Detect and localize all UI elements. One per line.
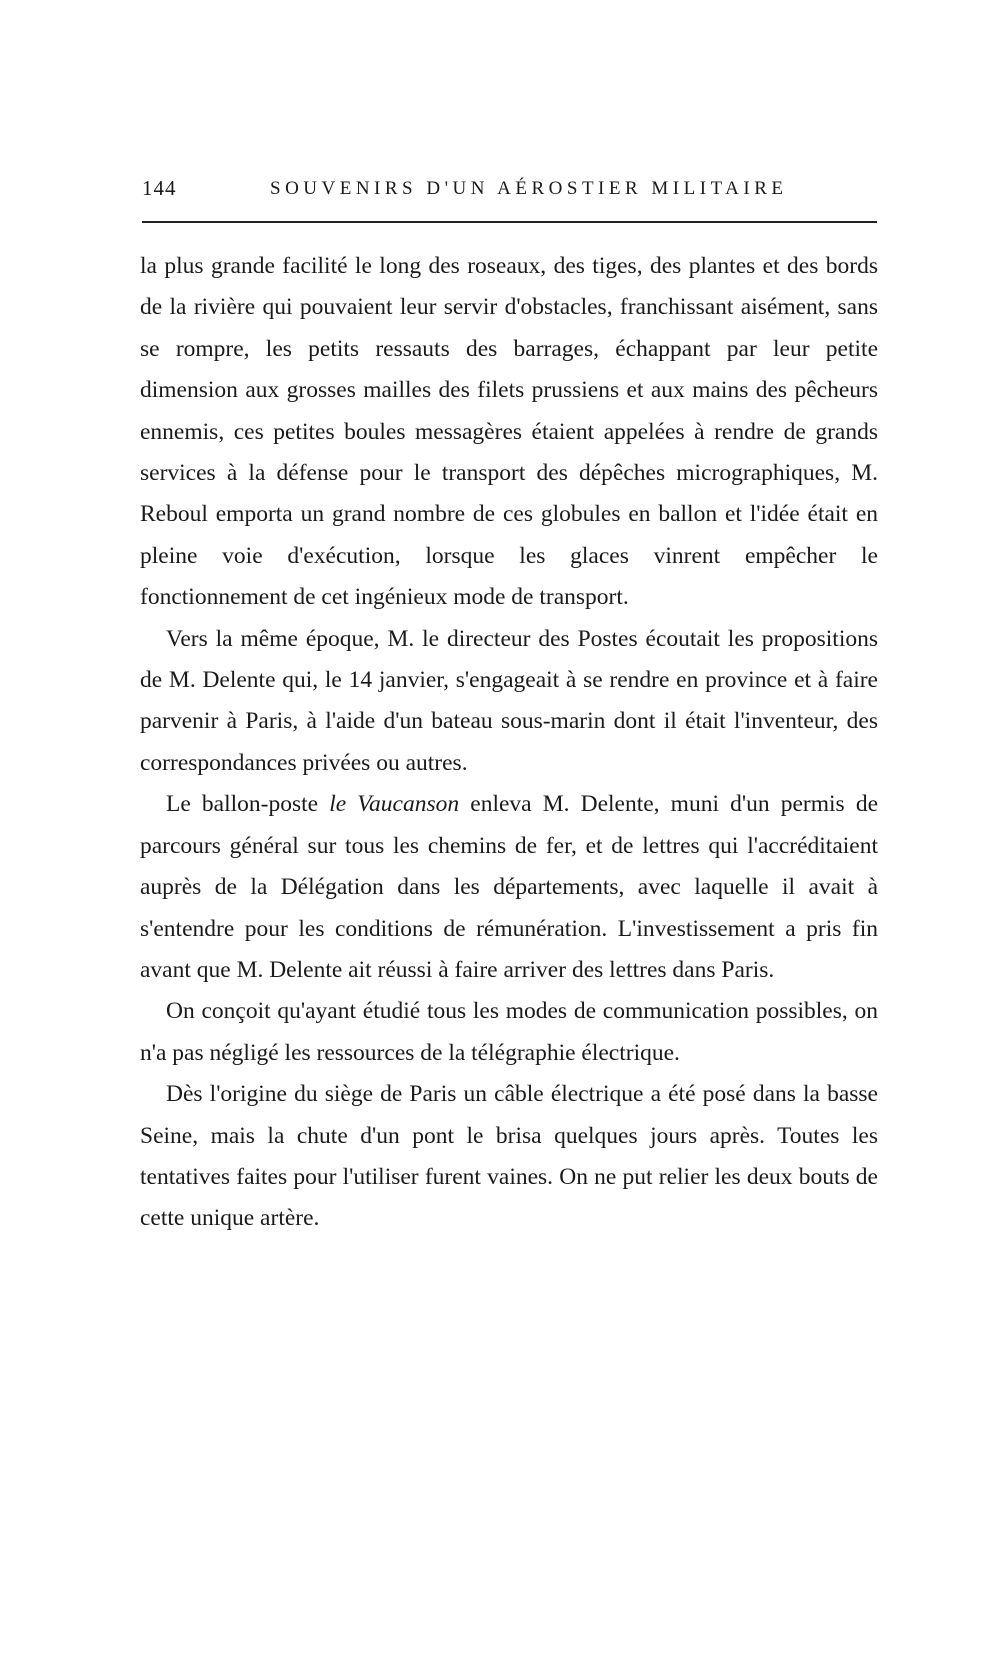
body-text bbox=[140, 246, 878, 1240]
paragraph-2: Vers la même époque, M. le directeur des Postes écoutait les propositions de M. Delente qui, le 14 janvier, s'engageait à se rendre en province et à faire parvenir à Paris, à l'aide d'un bateau sous-marin dont il était l'inventeur, des correspondances privées ou autres. bbox=[140, 625, 878, 776]
page-number: 144 bbox=[142, 176, 177, 200]
paragraph-1: la plus grande facilité le long des roseaux, des tiges, des plantes et des bords de la rivière qui pouvaient leur servir d'obstacles, franchissant aisément, sans se rompre, les petits ressauts des barrages, échappant par leur petite dimension aux grosses mailles des filets prussiens et aux mains des pêcheurs ennemis, ces petites boules messagères étaient appelées à rendre de grands services à la défense pour le transport des dépêches micrographiques, M. Reboul emporta un grand nombre de ces globules en ballon et l'idée était en pleine voie d'exécution, lorsque les glaces vinrent empêcher le fonctionnement de cet ingénieux mode de transport. bbox=[140, 253, 878, 611]
paragraph-3-start: Le ballon-poste bbox=[166, 791, 330, 818]
balloon-name: le Vaucanson bbox=[329, 791, 460, 818]
running-head bbox=[142, 176, 875, 206]
header-rule bbox=[142, 221, 877, 223]
paragraph-3-rest: enleva M. Delente, muni d'un permis de parcours général sur tous les chemins de fer, et de lettres qui l'accréditaient auprès de la Délégation dans les départements, avec laquelle il avait à s'entendre pour les conditions de rémunération. L'investissement a pris fin avant que M. Delente ait réussi à faire arriver des lettres dans Paris. bbox=[140, 791, 878, 983]
paragraph-3 bbox=[140, 784, 878, 991]
running-title: SOUVENIRS D'UN AÉROSTIER MILITAIRE bbox=[270, 178, 788, 199]
paragraph-4: On conçoit qu'ayant étudié tous les modes de communication possibles, on n'a pas négligé les ressources de la télégraphie électrique. bbox=[140, 998, 878, 1066]
paragraph-5: Dès l'origine du siège de Paris un câble électrique a été posé dans la basse Seine, mais la chute d'un pont le brisa quelques jours après. Toutes les tentatives faites pour l'utiliser furent vaines. On ne put relier les deux bouts de cette unique artère. bbox=[140, 1081, 878, 1232]
